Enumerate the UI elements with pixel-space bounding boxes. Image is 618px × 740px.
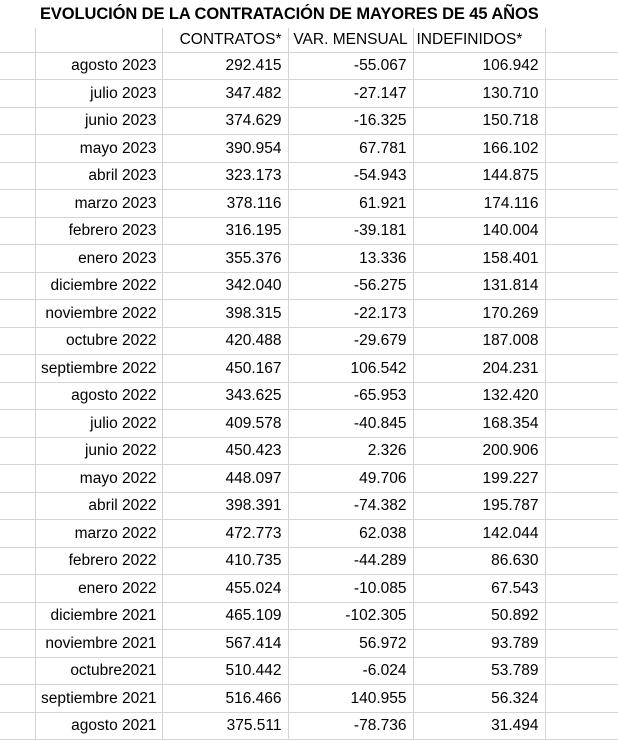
row-gutter-cell bbox=[0, 107, 35, 135]
cell-var-mensual: 106.542 bbox=[288, 355, 413, 383]
row-gutter-cell bbox=[0, 547, 35, 575]
cell-var-mensual: -10.085 bbox=[288, 575, 413, 603]
cell-period: mayo 2023 bbox=[35, 135, 162, 163]
cell-contratos: 450.167 bbox=[162, 355, 288, 383]
title-spacer-cell bbox=[0, 0, 35, 28]
cell-indefinidos: 67.543 bbox=[413, 575, 545, 603]
cell-var-mensual: -65.953 bbox=[288, 382, 413, 410]
cell-period: abril 2022 bbox=[35, 492, 162, 520]
cell-indefinidos: 56.324 bbox=[413, 685, 545, 713]
table-row bbox=[0, 300, 618, 328]
cell-var-mensual: -102.305 bbox=[288, 602, 413, 630]
cell-var-mensual: -40.845 bbox=[288, 410, 413, 438]
header-cell-period bbox=[35, 28, 162, 52]
table-row bbox=[0, 80, 618, 108]
row-trailing-cell bbox=[545, 382, 618, 410]
cell-contratos: 510.442 bbox=[162, 657, 288, 685]
table-row bbox=[0, 492, 618, 520]
table-row bbox=[0, 382, 618, 410]
cell-indefinidos: 53.789 bbox=[413, 657, 545, 685]
table-row bbox=[0, 245, 618, 273]
row-gutter-cell bbox=[0, 712, 35, 740]
table-row bbox=[0, 575, 618, 603]
table-row bbox=[0, 547, 618, 575]
cell-var-mensual: 13.336 bbox=[288, 245, 413, 273]
row-trailing-cell bbox=[545, 80, 618, 108]
cell-contratos: 398.315 bbox=[162, 300, 288, 328]
cell-indefinidos: 142.044 bbox=[413, 520, 545, 548]
row-trailing-cell bbox=[545, 355, 618, 383]
cell-contratos: 355.376 bbox=[162, 245, 288, 273]
cell-indefinidos: 166.102 bbox=[413, 135, 545, 163]
cell-contratos: 516.466 bbox=[162, 685, 288, 713]
table-row bbox=[0, 355, 618, 383]
cell-var-mensual: 61.921 bbox=[288, 190, 413, 218]
table-row bbox=[0, 465, 618, 493]
header-cell-indefinidos: INDEFINIDOS* bbox=[413, 28, 545, 52]
cell-period: diciembre 2021 bbox=[35, 602, 162, 630]
cell-period: septiembre 2021 bbox=[35, 685, 162, 713]
cell-contratos: 374.629 bbox=[162, 107, 288, 135]
header-row bbox=[0, 28, 618, 52]
row-gutter-cell bbox=[0, 657, 35, 685]
row-gutter-cell bbox=[0, 355, 35, 383]
cell-contratos: 567.414 bbox=[162, 630, 288, 658]
cell-period: enero 2022 bbox=[35, 575, 162, 603]
row-trailing-cell bbox=[545, 547, 618, 575]
cell-var-mensual: 140.955 bbox=[288, 685, 413, 713]
cell-var-mensual: -44.289 bbox=[288, 547, 413, 575]
row-trailing-cell bbox=[545, 190, 618, 218]
row-trailing-cell bbox=[545, 245, 618, 273]
row-trailing-cell bbox=[545, 492, 618, 520]
cell-var-mensual: -78.736 bbox=[288, 712, 413, 740]
cell-period: febrero 2023 bbox=[35, 217, 162, 245]
cell-indefinidos: 187.008 bbox=[413, 327, 545, 355]
cell-var-mensual: 49.706 bbox=[288, 465, 413, 493]
row-trailing-cell bbox=[545, 520, 618, 548]
row-trailing-cell bbox=[545, 437, 618, 465]
cell-contratos: 398.391 bbox=[162, 492, 288, 520]
table-row bbox=[0, 410, 618, 438]
row-trailing-cell bbox=[545, 465, 618, 493]
cell-period: julio 2023 bbox=[35, 80, 162, 108]
cell-period: agosto 2021 bbox=[35, 712, 162, 740]
row-gutter-cell bbox=[0, 52, 35, 80]
cell-period: marzo 2022 bbox=[35, 520, 162, 548]
row-gutter-cell bbox=[0, 80, 35, 108]
row-gutter-cell bbox=[0, 272, 35, 300]
table-row bbox=[0, 437, 618, 465]
cell-contratos: 347.482 bbox=[162, 80, 288, 108]
page-title: EVOLUCIÓN DE LA CONTRATACIÓN DE MAYORES DE 45 AÑOS bbox=[40, 4, 539, 23]
row-gutter-cell bbox=[0, 575, 35, 603]
cell-period: octubre2021 bbox=[35, 657, 162, 685]
cell-indefinidos: 106.942 bbox=[413, 52, 545, 80]
cell-contratos: 390.954 bbox=[162, 135, 288, 163]
cell-var-mensual: -74.382 bbox=[288, 492, 413, 520]
row-trailing-cell bbox=[545, 107, 618, 135]
cell-var-mensual: -54.943 bbox=[288, 162, 413, 190]
cell-var-mensual: -6.024 bbox=[288, 657, 413, 685]
row-gutter-cell bbox=[0, 135, 35, 163]
row-trailing-cell bbox=[545, 712, 618, 740]
cell-indefinidos: 31.494 bbox=[413, 712, 545, 740]
cell-period: octubre 2022 bbox=[35, 327, 162, 355]
row-gutter-cell bbox=[0, 190, 35, 218]
cell-indefinidos: 140.004 bbox=[413, 217, 545, 245]
cell-indefinidos: 86.630 bbox=[413, 547, 545, 575]
cell-contratos: 410.735 bbox=[162, 547, 288, 575]
cell-period: septiembre 2022 bbox=[35, 355, 162, 383]
cell-indefinidos: 199.227 bbox=[413, 465, 545, 493]
row-gutter-cell bbox=[0, 245, 35, 273]
cell-contratos: 448.097 bbox=[162, 465, 288, 493]
cell-indefinidos: 170.269 bbox=[413, 300, 545, 328]
row-trailing-cell bbox=[545, 575, 618, 603]
cell-indefinidos: 200.906 bbox=[413, 437, 545, 465]
row-gutter-cell bbox=[0, 300, 35, 328]
cell-period: enero 2023 bbox=[35, 245, 162, 273]
table-row bbox=[0, 602, 618, 630]
cell-var-mensual: 67.781 bbox=[288, 135, 413, 163]
cell-var-mensual: 2.326 bbox=[288, 437, 413, 465]
cell-period: febrero 2022 bbox=[35, 547, 162, 575]
table-row bbox=[0, 657, 618, 685]
cell-period: marzo 2023 bbox=[35, 190, 162, 218]
cell-indefinidos: 174.116 bbox=[413, 190, 545, 218]
cell-indefinidos: 195.787 bbox=[413, 492, 545, 520]
row-trailing-cell bbox=[545, 410, 618, 438]
cell-contratos: 375.511 bbox=[162, 712, 288, 740]
cell-contratos: 465.109 bbox=[162, 602, 288, 630]
table-row bbox=[0, 162, 618, 190]
cell-var-mensual: -29.679 bbox=[288, 327, 413, 355]
cell-contratos: 472.773 bbox=[162, 520, 288, 548]
row-gutter-cell bbox=[0, 630, 35, 658]
header-cell-f bbox=[545, 28, 618, 52]
cell-contratos: 342.040 bbox=[162, 272, 288, 300]
cell-var-mensual: -55.067 bbox=[288, 52, 413, 80]
row-gutter-cell bbox=[0, 410, 35, 438]
cell-period: julio 2022 bbox=[35, 410, 162, 438]
cell-period: agosto 2023 bbox=[35, 52, 162, 80]
row-trailing-cell bbox=[545, 135, 618, 163]
cell-contratos: 343.625 bbox=[162, 382, 288, 410]
cell-indefinidos: 158.401 bbox=[413, 245, 545, 273]
cell-contratos: 292.415 bbox=[162, 52, 288, 80]
cell-indefinidos: 168.354 bbox=[413, 410, 545, 438]
cell-contratos: 409.578 bbox=[162, 410, 288, 438]
header-cell-contratos: CONTRATOS* bbox=[162, 28, 288, 52]
table-row bbox=[0, 520, 618, 548]
row-gutter-cell bbox=[0, 520, 35, 548]
row-gutter-cell bbox=[0, 382, 35, 410]
table-row bbox=[0, 135, 618, 163]
table-row bbox=[0, 217, 618, 245]
row-gutter-cell bbox=[0, 327, 35, 355]
cell-indefinidos: 131.814 bbox=[413, 272, 545, 300]
table-row bbox=[0, 107, 618, 135]
title-row bbox=[0, 0, 618, 28]
table-row bbox=[0, 190, 618, 218]
cell-contratos: 378.116 bbox=[162, 190, 288, 218]
row-trailing-cell bbox=[545, 602, 618, 630]
cell-var-mensual: -56.275 bbox=[288, 272, 413, 300]
cell-var-mensual: -39.181 bbox=[288, 217, 413, 245]
cell-indefinidos: 144.875 bbox=[413, 162, 545, 190]
cell-period: junio 2023 bbox=[35, 107, 162, 135]
table-row bbox=[0, 630, 618, 658]
row-trailing-cell bbox=[545, 657, 618, 685]
row-gutter-cell bbox=[0, 602, 35, 630]
header-cell-var-mensual: VAR. MENSUAL bbox=[288, 28, 413, 52]
row-trailing-cell bbox=[545, 217, 618, 245]
cell-contratos: 323.173 bbox=[162, 162, 288, 190]
header-cell-a bbox=[0, 28, 35, 52]
cell-indefinidos: 150.718 bbox=[413, 107, 545, 135]
table-row bbox=[0, 712, 618, 740]
row-gutter-cell bbox=[0, 685, 35, 713]
cell-period: noviembre 2022 bbox=[35, 300, 162, 328]
cell-indefinidos: 130.710 bbox=[413, 80, 545, 108]
row-trailing-cell bbox=[545, 300, 618, 328]
cell-var-mensual: 62.038 bbox=[288, 520, 413, 548]
cell-contratos: 450.423 bbox=[162, 437, 288, 465]
cell-contratos: 316.195 bbox=[162, 217, 288, 245]
cell-indefinidos: 204.231 bbox=[413, 355, 545, 383]
table-row bbox=[0, 685, 618, 713]
cell-var-mensual: 56.972 bbox=[288, 630, 413, 658]
row-trailing-cell bbox=[545, 272, 618, 300]
row-gutter-cell bbox=[0, 437, 35, 465]
cell-contratos: 455.024 bbox=[162, 575, 288, 603]
table-row bbox=[0, 327, 618, 355]
table-row bbox=[0, 272, 618, 300]
cell-period: agosto 2022 bbox=[35, 382, 162, 410]
cell-period: abril 2023 bbox=[35, 162, 162, 190]
row-gutter-cell bbox=[0, 465, 35, 493]
table-row bbox=[0, 52, 618, 80]
row-trailing-cell bbox=[545, 162, 618, 190]
row-trailing-cell bbox=[545, 685, 618, 713]
cell-indefinidos: 93.789 bbox=[413, 630, 545, 658]
cell-indefinidos: 50.892 bbox=[413, 602, 545, 630]
row-trailing-cell bbox=[545, 52, 618, 80]
row-trailing-cell bbox=[545, 327, 618, 355]
cell-period: noviembre 2021 bbox=[35, 630, 162, 658]
row-gutter-cell bbox=[0, 162, 35, 190]
row-trailing-cell bbox=[545, 630, 618, 658]
cell-period: mayo 2022 bbox=[35, 465, 162, 493]
cell-var-mensual: -16.325 bbox=[288, 107, 413, 135]
cell-var-mensual: -22.173 bbox=[288, 300, 413, 328]
cell-indefinidos: 132.420 bbox=[413, 382, 545, 410]
cell-contratos: 420.488 bbox=[162, 327, 288, 355]
cell-period: junio 2022 bbox=[35, 437, 162, 465]
row-gutter-cell bbox=[0, 217, 35, 245]
cell-var-mensual: -27.147 bbox=[288, 80, 413, 108]
cell-period: diciembre 2022 bbox=[35, 272, 162, 300]
row-gutter-cell bbox=[0, 492, 35, 520]
